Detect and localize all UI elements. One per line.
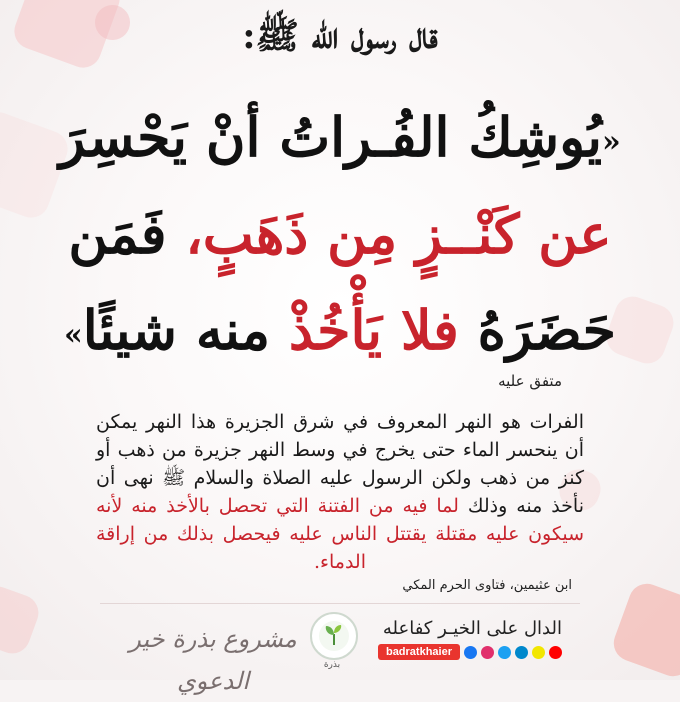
scholar-reference: ابن عثيمين، فتاوى الحرم المكي: [402, 578, 572, 593]
facebook-icon[interactable]: [464, 646, 477, 659]
twitter-icon[interactable]: [498, 646, 511, 659]
close-quote: »: [64, 317, 83, 353]
snapchat-icon[interactable]: [532, 646, 545, 659]
hadith-line-2-text: فَمَن: [68, 202, 186, 266]
project-logo-text: مشروع بذرة خير الدعوي: [129, 625, 297, 695]
youtube-icon[interactable]: [549, 646, 562, 659]
hadith-line-3-start: حَضَرَهُ: [477, 298, 616, 362]
hadith-line-2: [40, 202, 640, 266]
explanation-paragraph: [96, 408, 584, 576]
sprout-icon: [317, 619, 351, 653]
instagram-icon[interactable]: [481, 646, 494, 659]
footer-tagline: الدال على الخيـر كفاعله: [382, 618, 562, 639]
hadith-intro: قال رسول الله ﷺ:: [242, 15, 438, 57]
brand-logo-label: بذرة: [323, 660, 341, 670]
explanation-highlight: لما فيه من الفتنة التي تحصل بالأخذ منه لأنه سيكون عليه مقتلة يقتتل الناس عليه فيحصل بذلك من إراقة الدماء.: [96, 495, 584, 573]
hadith-line-3-highlight: فلا يَأْخُذْ: [288, 298, 478, 362]
hadith-source: متفق عليه: [498, 372, 562, 390]
brand-logo: [310, 612, 358, 660]
explanation-text: الفرات هو النهر المعروف في شرق الجزيرة هذا النهر يمكن أن ينحسر الماء حتى يخرج في وسط النهر جزيرة من ذهب أو كنز من ذهب ولكن الرسول عليه الصلاة والسلام ﷺ نهى أن نأخذ منه وذلك: [96, 411, 585, 517]
telegram-icon[interactable]: [515, 646, 528, 659]
hadith-line-1-text: يُوشِكُ الفُـراتُ أنْ يَحْسِرَ: [59, 105, 603, 169]
hadith-line-1: [40, 105, 640, 169]
social-bar: [378, 644, 562, 660]
open-quote: «: [602, 124, 621, 160]
hadith-line-3: [40, 298, 640, 362]
hadith-line-3-end: منه شيئًا: [82, 298, 289, 362]
footer-divider: [100, 603, 580, 604]
social-handle[interactable]: badratkhaier: [378, 644, 460, 660]
hadith-line-2-highlight: عن كَنْــزٍ مِن ذَهَبٍ،: [185, 202, 612, 266]
